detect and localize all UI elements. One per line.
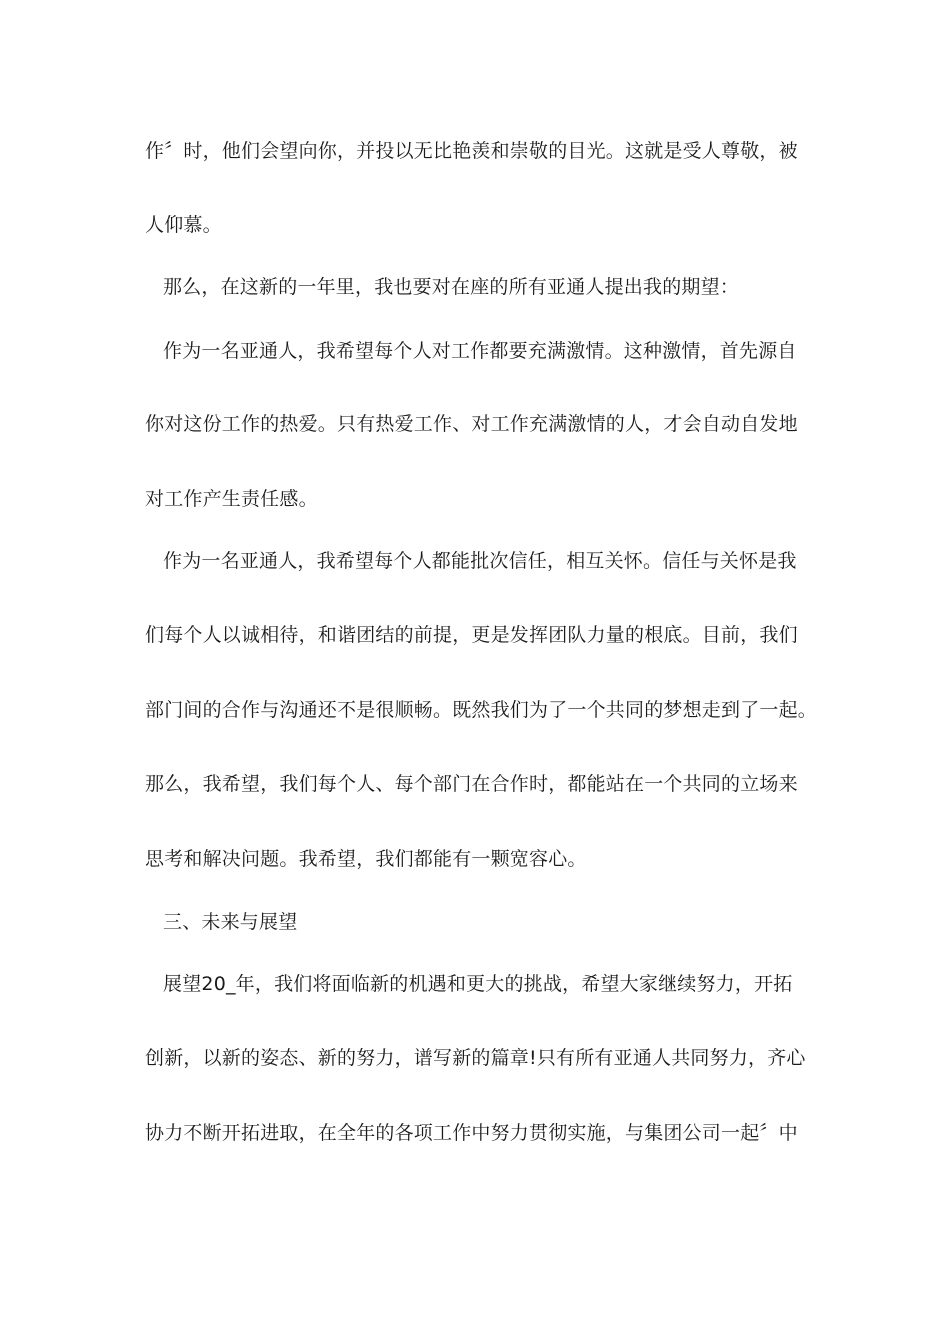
text-line: 作〞时，他们会望向你，并投以无比艳羡和崇敬的目光。这就是受人尊敬，被	[145, 140, 798, 162]
text-line: 协力不断开拓进取，在全年的各项工作中努力贯彻实施，与集团公司一起〞中	[145, 1122, 798, 1144]
text-line: 部门间的合作与沟通还不是很顺畅。既然我们为了一个共同的梦想走到了一起。	[145, 699, 818, 721]
paragraph-line: 作为一名亚通人，我希望每个人都能批次信任，相互关怀。信任与关怀是我	[163, 550, 797, 572]
paragraph-line: 那么，在这新的一年里，我也要对在座的所有亚通人提出我的期望：	[163, 276, 740, 298]
text-line: 对工作产生责任感。	[145, 488, 318, 510]
text-line: 思考和解决问题。我希望，我们都能有一颗宽容心。	[145, 848, 587, 870]
section-heading: 三、未来与展望	[163, 911, 298, 933]
text-line: 人仰慕。	[145, 214, 222, 236]
paragraph-line: 作为一名亚通人，我希望每个人对工作都要充满激情。这种激情，首先源自	[163, 340, 797, 362]
text-line: 创新，以新的姿态、新的努力，谱写新的篇章!只有所有亚通人共同努力，齐心	[145, 1047, 806, 1069]
text-line: 们每个人以诚相待，和谐团结的前提，更是发挥团队力量的根底。目前，我们	[145, 624, 798, 646]
text-line: 你对这份工作的热爱。只有热爱工作、对工作充满激情的人，才会自动自发地	[145, 413, 798, 435]
paragraph-line: 展望20_年，我们将面临新的机遇和更大的挑战，希望大家继续努力，开拓	[163, 973, 793, 995]
text-line: 那么，我希望，我们每个人、每个部门在合作时，都能站在一个共同的立场来	[145, 773, 798, 795]
